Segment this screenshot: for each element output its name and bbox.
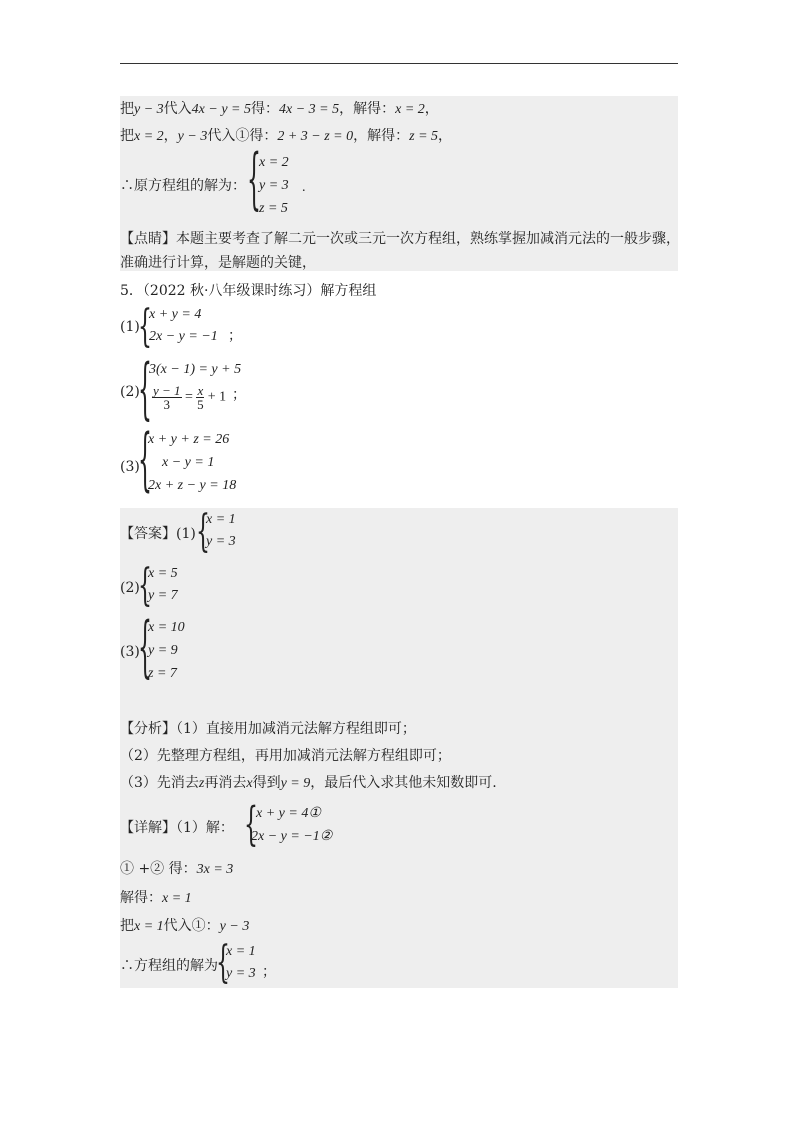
answer2-x: x = 5 — [148, 566, 178, 581]
solution-line-2: 把x = 2，y − 3代入①得：2 + 3 − z = 0，解得：z = 5， — [120, 128, 453, 144]
brace-icon: { — [138, 562, 152, 612]
part2-eq1: 3(x − 1) = y + 5 — [149, 362, 242, 377]
brace-icon: { — [138, 612, 152, 687]
brace-icon: { — [196, 508, 210, 558]
analysis-line-2: （2）先整理方程组，再用加减消元法解方程组即可； — [120, 748, 451, 764]
answer-label: 【答案】(1) — [120, 526, 196, 542]
answer1-x: x = 1 — [206, 512, 236, 527]
fraction: $\frac{y - 1}{3}$ — [153, 383, 181, 412]
solution-z: z = 5 — [259, 201, 288, 216]
detail-step-1: ① +② 得：3x = 3 — [120, 861, 234, 877]
detail-solution-end: ； — [262, 964, 276, 980]
answer2-label: (2) — [120, 580, 140, 596]
part1-end: ； — [228, 328, 242, 344]
detail-solution-label: ∴方程组的解为 — [120, 958, 218, 974]
part2-label: (2) — [120, 384, 140, 400]
answer1-y: y = 3 — [206, 534, 236, 549]
part3-label: (3) — [120, 459, 140, 475]
answer3-z: z = 7 — [148, 666, 177, 681]
note-line-2: 准确进行计算，是解题的关键， — [120, 255, 316, 271]
detail-eq1: x + y = 4① — [256, 806, 321, 821]
header-rule — [120, 63, 678, 64]
detail-step-3: 把x = 1代入①：y − 3 — [120, 918, 250, 934]
part1-eq2: 2x − y = −1 — [149, 329, 218, 344]
brace-icon: { — [138, 423, 152, 502]
solution-line-1: 把y − 3代入4x − y = 5得：4x − 3 = 5，解得：x = 2， — [120, 101, 439, 117]
analysis-line-3: （3）先消去z再消去x得到y = 9，最后代入求其他未知数即可. — [120, 775, 497, 791]
part2-eq2: $\frac{y - 1}{3}$ = $\frac{x}{5}$ + 1 — [153, 383, 227, 412]
detail-step-2: 解得：x = 1 — [120, 890, 192, 906]
solution-label: ∴原方程组的解为： — [120, 178, 246, 194]
answer3-label: (3) — [120, 644, 140, 660]
brace-icon: { — [247, 144, 261, 219]
solution-x: x = 2 — [259, 155, 289, 170]
part1-eq1: x + y = 4 — [149, 307, 202, 322]
question-title: 5．（2022 秋·八年级课时练习）解方程组 — [120, 283, 377, 299]
brace-icon: { — [244, 799, 258, 853]
solution-period: . — [302, 180, 306, 195]
part3-eq3: 2x + z − y = 18 — [148, 478, 237, 493]
part3-eq1: x + y + z = 26 — [148, 432, 230, 447]
detail-solution-x: x = 1 — [226, 944, 256, 959]
detail-eq2: 2x − y = −1② — [251, 829, 333, 844]
detail-solution-y: y = 3 — [226, 966, 256, 981]
answer2-y: y = 7 — [148, 588, 178, 603]
analysis-line-1: 【分析】（1）直接用加减消元法解方程组即可； — [120, 721, 416, 737]
brace-icon: { — [216, 939, 230, 989]
note-line-1: 【点睛】本题主要考查了解二元一次或三元一次方程组，熟练掌握加减消元法的一般步骤， — [120, 231, 680, 247]
part3-eq2: x − y = 1 — [162, 455, 215, 470]
brace-icon: { — [138, 303, 152, 353]
solution-y: y = 3 — [259, 178, 289, 193]
detail-label: 【详解】（1）解： — [120, 820, 234, 836]
brace-icon: { — [138, 354, 152, 429]
answer3-x: x = 10 — [148, 620, 185, 635]
fraction: $\frac{x}{5}$ — [197, 383, 204, 412]
part2-end: ； — [232, 387, 246, 403]
answer3-y: y = 9 — [148, 643, 178, 658]
part1-label: (1) — [120, 319, 140, 335]
